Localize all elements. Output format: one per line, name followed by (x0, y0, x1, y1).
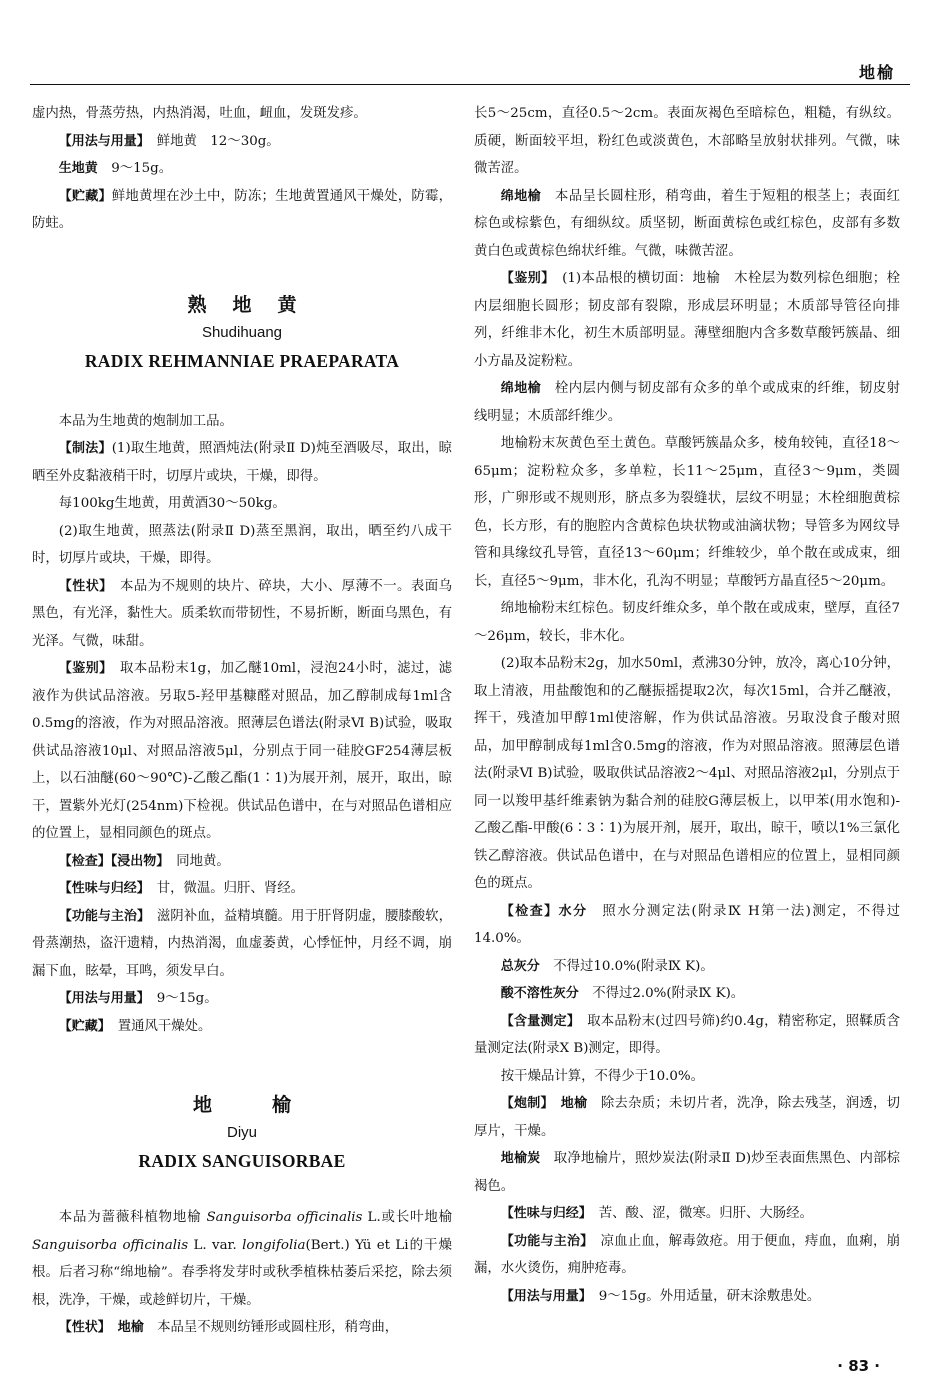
text: 本品为蔷薇科植物地榆 (58, 1210, 202, 1225)
paragraph (474, 375, 900, 430)
text: 除去杂质；未切片者，洗净，除去残茎，润透，切厚片，干燥。 (474, 1096, 900, 1139)
left-column (32, 100, 452, 1342)
title-chinese: 地榆 (192, 1094, 351, 1116)
paragraph-function (32, 903, 452, 986)
paragraph-method (32, 435, 452, 490)
paragraph-usage (32, 128, 452, 156)
sub-label: 水分 (558, 903, 588, 919)
text: 取本品粉末1g，加乙醚10ml，浸泡24小时，滤过，滤液作为供试品溶液。另取5-羟甲基糠醛对照品，加乙醇制成每1ml含0.5mg的溶液，作为对照品溶液。照薄层色谱法(附录Ⅵ B)试验，吸取供试品溶液10μl、对照品溶液5μl，分别点于同一硅胶GF254薄层板上，以石油醚(60～90℃)-乙酸乙酯(1∶1)为展开剂，展开，取出，晾干，置紫外光灯(254nm)下检视。供试品色谱中，在与对照品色谱相应的位置上，显相同颜色的斑点。 (32, 661, 452, 841)
latin-name: longifolia (242, 1237, 306, 1253)
sub-label: 绵地榆 (500, 381, 542, 396)
header-rule (30, 84, 910, 85)
text: 取净地榆片，照炒炭法(附录Ⅱ D)炒至表面焦黑色、内部棕褐色。 (474, 1151, 901, 1194)
paragraph-usage-raw (32, 155, 452, 183)
title-pinyin: Diyu (226, 1124, 257, 1141)
sub-label: 地榆 (560, 1096, 588, 1111)
section-tag: 【用法与用量】 (58, 991, 144, 1006)
text: 滋阴补血，益精填髓。用于肝肾阴虚，腰膝酸软，骨蒸潮热，盗汗遗精，内热消渴，血虚萎黄，心悸怔忡，月经不调，崩漏下血，眩晕，耳鸣，须发早白。 (32, 908, 452, 979)
paragraph-identification (474, 265, 900, 375)
text: 凉血止血，解毒敛疮。用于便血，痔血，血痢，崩漏，水火烫伤，痈肿疮毒。 (474, 1233, 900, 1276)
paragraph-intro (32, 1204, 452, 1314)
title-latin: RADIX REHMANNIAE PRAEPARATA (84, 350, 400, 371)
latin-name: Sanguisorba officinalis (32, 1237, 189, 1253)
paragraph-intro: 本品为生地黄的炮制加工品。 (58, 413, 233, 429)
section-tag: 【性味与归经】 (500, 1206, 586, 1221)
paragraph: (2)取生地黄，照蒸法(附录Ⅱ D)蒸至黑润，取出，晒至约八成干时，切厚片或块，干燥，即得。 (32, 523, 452, 566)
page-number: · 83 · (837, 1357, 880, 1375)
right-column (474, 100, 900, 1310)
section-tag: 【功能与主治】 (58, 908, 144, 924)
paragraph-storage (32, 183, 452, 238)
sub-label: 总灰分 (500, 958, 540, 974)
section-tag: 【检查】 (500, 903, 559, 919)
text: 甘，微温。归肝、肾经。 (156, 881, 304, 896)
paragraph: 按干燥品计算，不得少于10.0%。 (500, 1068, 705, 1084)
text: 置通风干燥处。 (117, 1018, 212, 1034)
text: 本品呈不规则纺锤形或圆柱形，稍弯曲， (157, 1320, 399, 1335)
section-tag: 【功能与主治】 (500, 1233, 587, 1249)
section-tag: 【用法与用量】 (58, 133, 144, 149)
paragraph (474, 953, 900, 981)
paragraph-nature (474, 1200, 900, 1228)
section-tag: 【贮藏】 (58, 1018, 105, 1034)
sub-label: 酸不溶性灰分 (500, 986, 579, 1001)
paragraph: 每100kg生地黄，用黄酒30～50kg。 (58, 496, 286, 511)
paragraph-storage (32, 1013, 452, 1041)
paragraph: 虚内热，骨蒸劳热，内热消渴，吐血，衄血，发斑发疹。 (32, 106, 367, 121)
text: 栓内层内侧与韧皮部有众多的单个或成束的纤维，韧皮射线明显；木质部纤维少。 (474, 381, 900, 424)
section-tag: 【鉴别】 (500, 271, 549, 286)
section-tag: 【含量测定】 (500, 1013, 574, 1029)
text: 取本品粉末(过四号筛)约0.4g，精密称定，照鞣质含量测定法(附录Ⅹ B)测定，即得。 (474, 1013, 900, 1056)
text: 不得过10.0%(附录Ⅸ K)。 (553, 958, 714, 974)
text: 不得过2.0%(附录Ⅸ K)。 (592, 986, 745, 1001)
title-pinyin: Shudihuang (201, 323, 283, 341)
paragraph: 长5～25cm，直径0.5～2cm。表面灰褐色至暗棕色，粗糙，有纵纹。质硬，断面较平坦，粉红色或淡黄色，木部略呈放射状排列。气微，味微苦涩。 (474, 106, 900, 176)
paragraph-check (474, 898, 900, 953)
monograph-title-diyu (32, 1090, 452, 1176)
section-tag: 【贮藏】 (58, 188, 112, 204)
paragraph-function (474, 1228, 900, 1283)
text: 9～15g。外用适量，研末涂敷患处。 (598, 1288, 821, 1304)
latin-name: Sanguisorba officinalis (206, 1210, 363, 1225)
section-tag: 【性味与归经】 (58, 881, 144, 896)
section-tag: 【鉴别】 (58, 661, 107, 676)
text: 木栓层为数列棕色细胞；栓内层细胞长圆形；韧皮部有裂隙，形成层环明显；木质部导管径向排列，纤维非木化，初生木质部明显。薄壁细胞内含多数草酸钙簇晶、细小方晶及淀粉粒。 (474, 271, 901, 369)
paragraph-nature (32, 875, 452, 903)
section-tag: 【制法】 (58, 441, 112, 456)
text: L. var. (193, 1237, 237, 1253)
text: (1)本品根的横切面：地榆 (562, 271, 721, 286)
text: 9～15g。 (111, 161, 173, 176)
section-tag: 【检查】【浸出物】 (58, 853, 163, 869)
sub-label: 生地黄 (58, 161, 98, 176)
paragraph-powder: 地榆粉末灰黄色至土黄色。草酸钙簇晶众多，棱角较钝，直径18～65μm；淀粉粒众多，多单粒，长11～25μm，直径3～9μm，类圆形，广卵形或不规则形，脐点多为裂缝状，层纹不明显；木栓细胞黄棕色，长方形，有的胞腔内含黄棕色块状物或油滴状物；导管多为网纹导管和具缘纹孔导管，直径13～60μm；纤维较少，单个散在或成束，细长，直径5～9μm，非木化，孔沟不明显；草酸钙方晶直径5～20μm。 (474, 436, 900, 589)
section-tag: 【炮制】 (500, 1096, 548, 1111)
sub-label: 绵地榆 (500, 188, 542, 204)
paragraph-usage (32, 985, 452, 1013)
paragraph-processing (474, 1090, 900, 1145)
paragraph-tlc: (2)取本品粉末2g，加水50ml，煮沸30分钟，放冷，离心10分钟，取上清液，用盐酸饱和的乙醚振摇提取2次，每次15ml，合并乙醚液，挥干，残渣加甲醇1ml使溶解，作为供试品溶液。另取没食子酸对照品，加甲醇制成每1ml含0.5mg的溶液，作为对照品溶液。照薄层色谱法(附录Ⅵ B)试验，吸取供试品溶液2～4μl、对照品溶液2μl，分别点于同一以羧甲基纤维素钠为黏合剂的硅胶G薄层板上，以甲苯(用水饱和)-乙酸乙酯-甲酸(6∶3∶1)为展开剂，展开，取出，晾干，喷以1%三氯化铁乙醇溶液。供试品色谱中，在与对照品色谱相应的位置上，显相同颜色的斑点。 (474, 656, 900, 891)
sub-label: 地榆炭 (500, 1151, 541, 1166)
title-chinese: 熟地黄 (187, 293, 323, 316)
paragraph (474, 980, 900, 1008)
text: 本品为不规则的块片、碎块，大小、厚薄不一。表面乌黑色，有光泽，黏性大。质柔软而带韧性，不易折断，断面乌黑色，有光泽。气微，味甜。 (32, 578, 453, 649)
text: 苦、酸、涩，微寒。归肝、大肠经。 (598, 1206, 813, 1221)
paragraph-identification (32, 655, 452, 848)
text: 照水分测定法(附录Ⅸ H第一法)测定，不得过14.0%。 (474, 903, 900, 946)
section-tag: 【性状】 (58, 1320, 105, 1335)
paragraph-check (32, 848, 452, 876)
paragraph-usage (474, 1283, 900, 1311)
text: 鲜地黄埋在沙土中，防冻；生地黄置通风干燥处，防霉，防蛀。 (32, 188, 452, 231)
paragraph-mian (474, 183, 900, 266)
paragraph-powder: 绵地榆粉末红棕色。韧皮纤维众多，单个散在或成束，壁厚，直径7～26μm，较长，非木化。 (474, 601, 900, 644)
text: (1)取生地黄，照酒炖法(附录Ⅱ D)炖至酒吸尽，取出，晾晒至外皮黏液稍干时，切厚片或块，干燥，即得。 (32, 441, 452, 484)
paragraph-characters (32, 1314, 452, 1342)
monograph-title-shudihuang (32, 290, 452, 376)
text: 9～15g。 (156, 991, 218, 1006)
paragraph (474, 1145, 900, 1200)
text: (Bert.) Yü et Li的干燥根。后者习称“绵地榆”。春季将发芽时或秋季植株枯萎后采挖，除去须根，洗净，干燥，或趁鲜切片，干燥。 (32, 1237, 452, 1308)
text: L.或长叶地榆 (367, 1210, 452, 1225)
section-tag: 【用法与用量】 (500, 1288, 586, 1304)
running-header-title: 地榆 (858, 63, 895, 82)
text: 本品呈长圆柱形，稍弯曲，着生于短粗的根茎上；表面红棕色或棕紫色，有细纵纹。质坚韧，断面黄棕色或红棕色，皮部有多数黄白色或黄棕色绵状纤维。气微，味微苦涩。 (474, 188, 900, 259)
text: 鲜地黄 12～30g。 (156, 133, 280, 149)
section-tag: 【性状】 (58, 578, 107, 594)
paragraph-characters (32, 573, 452, 656)
paragraph-assay (474, 1008, 900, 1063)
sub-label: 地榆 (117, 1320, 144, 1335)
title-latin: RADIX SANGUISORBAE (138, 1151, 346, 1171)
text: 同地黄。 (176, 853, 230, 869)
